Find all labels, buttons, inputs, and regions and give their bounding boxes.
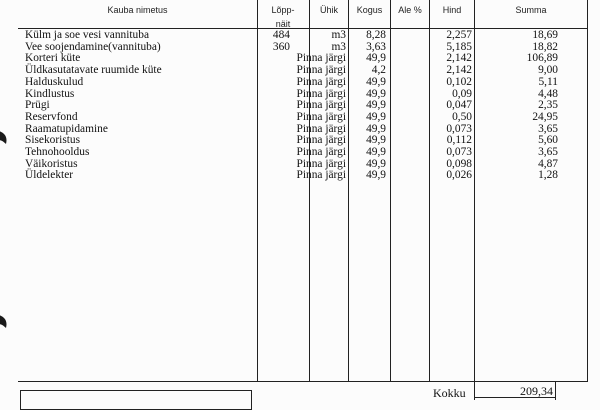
row-hind: 5,185 (446, 40, 472, 53)
row-unit: Pinna järgi (296, 87, 346, 100)
row-summa: 4,48 (538, 87, 558, 100)
row-unit: Pinna järgi (296, 157, 346, 170)
row-summa: 4,87 (538, 157, 558, 170)
row-kogus: 49,9 (366, 110, 386, 123)
table-row (0, 124, 600, 135)
table-row (0, 147, 600, 158)
row-hind: 0,026 (446, 169, 472, 182)
table-row (0, 65, 600, 76)
row-name: Väikoristus (25, 157, 78, 170)
row-unit: Pinna järgi (296, 134, 346, 147)
row-hind: 0,50 (452, 110, 472, 123)
row-lopp: 484 (272, 29, 290, 41)
header-summa: Summa (515, 5, 547, 15)
binder-hole-icon (0, 128, 10, 146)
row-kogus: 8,28 (366, 29, 386, 41)
row-name: Üldkasutatavate ruumide küte (25, 64, 162, 77)
row-kogus: 49,9 (366, 157, 386, 170)
row-summa: 2,35 (538, 99, 558, 112)
table-row (0, 135, 600, 146)
row-kogus: 49,9 (366, 99, 386, 112)
row-summa: 1,28 (538, 169, 558, 182)
row-summa: 5,60 (538, 134, 558, 147)
row-name: Raamatupidamine (25, 122, 108, 135)
header-lopp-line2: näit (275, 19, 291, 29)
header-lopp (258, 3, 308, 31)
row-name: Halduskulud (25, 75, 84, 88)
header-name: Kauba nimetus (107, 5, 168, 15)
row-hind: 2,142 (446, 52, 472, 65)
row-hind: 0,112 (446, 134, 472, 147)
table-row (0, 100, 600, 111)
row-hind: 0,073 (446, 122, 472, 135)
row-kogus: 3,63 (366, 40, 386, 53)
header-hind: Hind (442, 5, 462, 15)
row-name: Korteri küte (25, 52, 81, 65)
row-unit: m3 (331, 29, 346, 41)
row-unit: Pinna järgi (296, 110, 346, 123)
table-row (0, 30, 600, 41)
row-kogus: 49,9 (366, 169, 386, 182)
kokku-label: Kokku (433, 386, 466, 400)
row-summa: 5,11 (538, 75, 558, 88)
header-ale: Ale % (398, 5, 422, 15)
table-row (0, 89, 600, 100)
row-hind: 2,257 (446, 29, 472, 41)
row-hind: 0,098 (446, 157, 472, 170)
row-name: Üldelekter (25, 169, 74, 182)
row-unit: Pinna järgi (296, 52, 346, 65)
row-hind: 2,142 (446, 64, 472, 77)
row-hind: 0,09 (452, 87, 472, 100)
row-unit: Pinna järgi (296, 75, 346, 88)
row-summa: 24,95 (532, 110, 558, 123)
row-name: Prügi (25, 99, 50, 112)
row-name: Külm ja soe vesi vannituba (25, 29, 150, 41)
row-unit: Pinna järgi (296, 146, 346, 158)
row-unit: m3 (331, 40, 346, 53)
table-row (0, 42, 600, 53)
table-row (0, 170, 600, 181)
row-kogus: 49,9 (366, 87, 386, 100)
row-summa: 18,69 (532, 29, 558, 41)
row-unit: Pinna järgi (296, 64, 346, 77)
table-row (0, 77, 600, 88)
row-name: Kindlustus (25, 87, 75, 100)
row-kogus: 49,9 (366, 52, 386, 65)
row-summa: 106,89 (526, 52, 558, 65)
row-name: Sisekoristus (25, 134, 81, 147)
row-unit: Pinna järgi (296, 169, 346, 182)
row-unit: Pinna järgi (296, 122, 346, 135)
row-hind: 0,047 (446, 99, 472, 112)
row-hind: 0,102 (446, 75, 472, 88)
row-summa: 3,65 (538, 122, 558, 135)
signature-box (20, 390, 252, 410)
header-lopp-line1: Lõpp- (271, 5, 295, 15)
row-name: Reservfond (25, 110, 78, 123)
row-unit: Pinna järgi (296, 99, 346, 112)
row-kogus: 49,9 (366, 146, 386, 158)
row-kogus: 49,9 (366, 75, 386, 88)
row-kogus: 4,2 (371, 64, 386, 77)
table-row (0, 112, 600, 123)
header-unit: Ühik (319, 5, 338, 15)
row-summa: 9,00 (538, 64, 558, 77)
row-hind: 0,073 (446, 146, 472, 158)
header-kogus: Kogus (356, 5, 383, 15)
total-underline (474, 397, 556, 398)
binder-hole-icon (0, 312, 10, 330)
row-kogus: 49,9 (366, 134, 386, 147)
row-summa: 18,82 (532, 40, 558, 53)
row-name: Tehnohooldus (25, 146, 90, 158)
total-value: 209,34 (474, 381, 556, 400)
row-summa: 3,65 (538, 146, 558, 158)
row-lopp: 360 (272, 40, 290, 53)
row-kogus: 49,9 (366, 122, 386, 135)
row-name: Vee soojendamine(vannituba) (25, 40, 161, 53)
table-row (0, 53, 600, 64)
table-row (0, 159, 600, 170)
